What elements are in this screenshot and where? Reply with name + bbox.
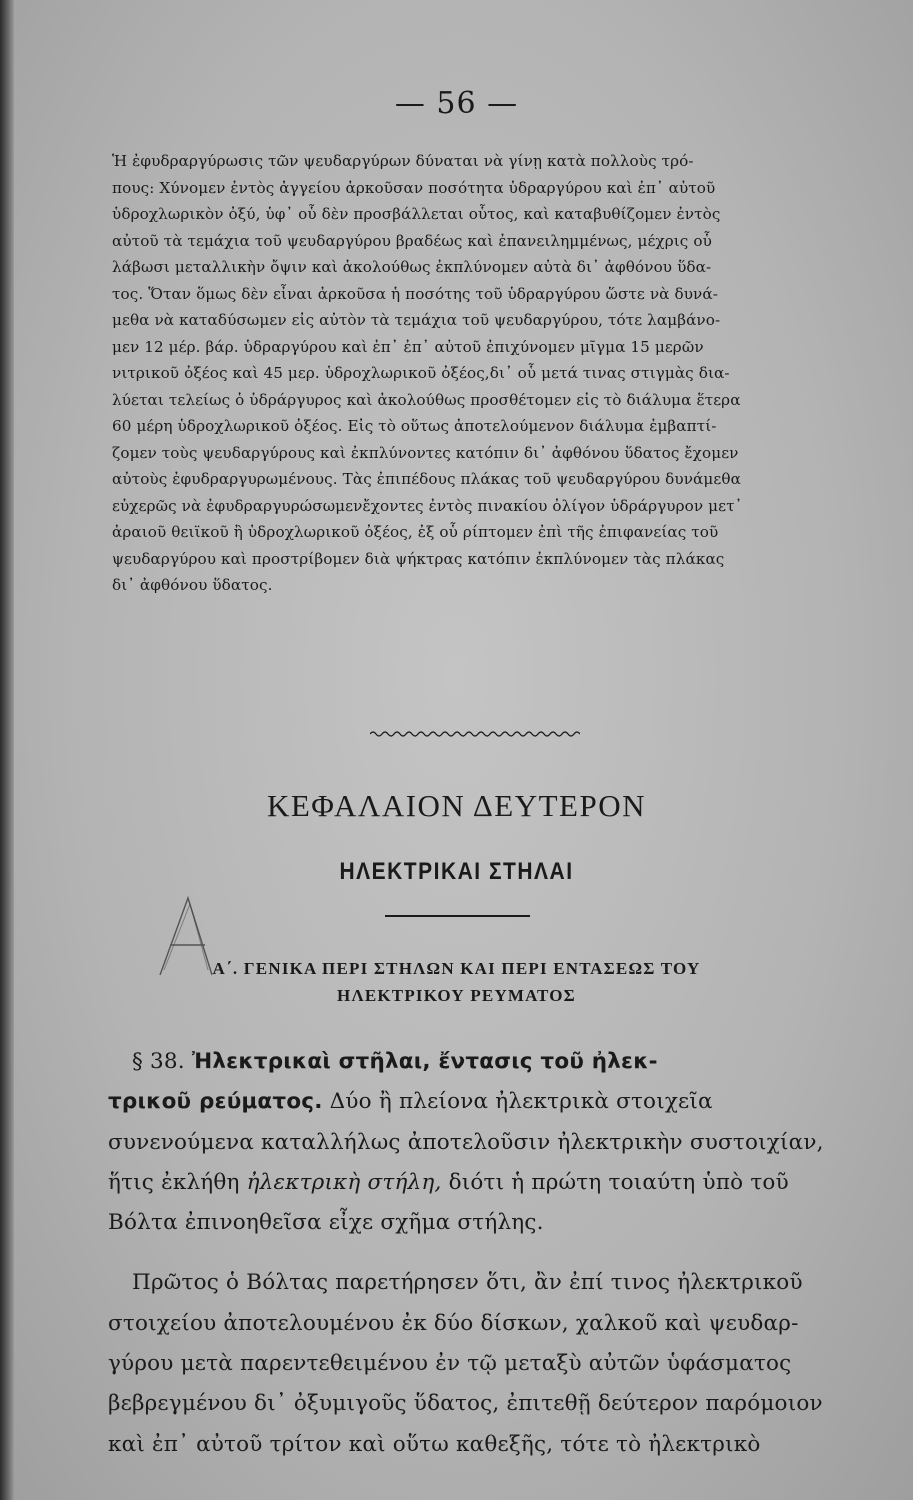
text-line: ψευδαργύρου καὶ προστρίβομεν διὰ ψήκτρας κατόπιν ἐκπλύνομεν τὰς πλάκας (112, 549, 725, 568)
text-line: νιτρικοῦ ὀξέος καὶ 45 μερ. ὑδροχλωρικοῦ ὀξέος,δι᾽ οὗ μετά τινας στιγμὰς δια- (112, 364, 730, 382)
text-line: λάβωσι μεταλλικὴν ὄψιν καὶ ἀκολούθως ἐκπλύνομεν αὐτὰ δι᾽ ἀφθόνου ὕδα- (112, 258, 712, 276)
text-line: εὐχερῶς νὰ ἐφυδραργυρώσωμενἔχοντες ἐντὸς πινακίου ὀλίγον ὑδράργυρον μετ᾽ (112, 496, 743, 515)
body-text (108, 1042, 868, 1465)
text-line: αὐτοὺς ἐφυδραργυρωμένους. Τὰς ἐπιπέδους πλάκας τοῦ ψευδαργύρου δυνάμεθα (112, 470, 741, 488)
section-heading-line: Α΄. ΓΕΝΙΚΑ ΠΕΡΙ ΣΤΗΛΩΝ ΚΑΙ ΠΕΡΙ ΕΝΤΑΣΕΩΣ ΤΟΥ (212, 959, 701, 978)
section-heading (0, 955, 913, 1009)
wavy-separator (370, 730, 580, 738)
paragraph-38-line: Βόλτα ἐπινοηθεῖσα εἶχε σχῆμα στήλης. (108, 1210, 544, 1236)
divider-rule (385, 915, 530, 917)
paragraph-line: Πρῶτος ὁ Βόλτας παρετήρησεν ὅτι, ἂν ἐπί τινος ἠλεκτρικοῦ (132, 1270, 803, 1296)
text-line: 60 μέρη ὑδροχλωρικοῦ ὀξέος. Εἰς τὸ οὕτως ἀποτελούμενον διάλυμα ἐμβαπτί- (112, 417, 717, 435)
text-line: αὐτοῦ τὰ τεμάχια τοῦ ψευδαργύρου βραδέως καὶ ἐπανειλημμένως, μέχρις οὗ (112, 231, 712, 250)
text-line: ζομεν τοὺς ψευδαργύρους καὶ ἐκπλύνοντες κατόπιν δι᾽ ἀφθόνου ὕδατος ἔχομεν (112, 443, 739, 462)
paragraph-title: τρικοῦ ρεύματος. (108, 1089, 323, 1115)
text-line: λύεται τελείως ὁ ὑδράργυρος καὶ ἀκολούθως προσθέτομεν εἰς τὸ διάλυμα ἕτερα (112, 390, 741, 409)
paragraph-line: γύρου μετὰ παρεντεθειμένου ἐν τῷ μεταξὺ αὐτῶν ὑφάσματος (108, 1351, 792, 1377)
paragraph-38-line (108, 1042, 868, 1082)
paragraph-gap (108, 1243, 868, 1263)
paragraph-line: στοιχείου ἀποτελουμένου ἐκ δύο δίσκων, χαλκοῦ καὶ ψευδαρ- (108, 1310, 799, 1336)
paragraph-line: καὶ ἐπ᾽ αὐτοῦ τρίτον καὶ οὕτω καθεξῆς, τότε τὸ ἠλεκτρικὸ (108, 1431, 761, 1457)
page-number: — 56 — (394, 86, 519, 121)
text-span: διότι ἡ πρώτη τοιαύτη ὑπὸ τοῦ (441, 1169, 789, 1195)
text-line: μεν 12 μέρ. βάρ. ὑδραργύρου καὶ ἐπ᾽ ἐπ᾽ αὐτοῦ ἐπιχύνομεν μῖγμα 15 μερῶν (112, 337, 704, 356)
chapter-subtitle: ΗΛΕΚΤΡΙΚΑΙ ΣΤΗΛΑΙ (339, 858, 574, 885)
text-line: δι᾽ ἀφθόνου ὕδατος. (112, 576, 273, 594)
chapter-title: ΚΕΦΑΛΑΙΟΝ ΔΕΥΤΕΡΟΝ (266, 788, 647, 823)
paragraph-38-line (108, 1082, 868, 1122)
italic-term: ἠλεκτρικὴ στήλη, (246, 1169, 442, 1195)
paragraph-38-line: συνενούμενα καταλλήλως ἀποτελοῦσιν ἠλεκτρικὴν συστοιχίαν, (108, 1129, 824, 1155)
top-paragraph (112, 148, 872, 599)
paragraph-38-line (108, 1163, 868, 1203)
text-line: μεθα νὰ καταδύσωμεν εἰς αὐτὸν τὰ τεμάχια τοῦ ψευδαργύρου, τότε λαμβάνο- (112, 311, 721, 329)
section-heading-line: ΗΛΕΚΤΡΙΚΟΥ ΡΕΥΜΑΤΟΣ (337, 986, 576, 1005)
paragraph-number: § 38. (132, 1049, 185, 1074)
text-line: πους: Χύνομεν ἐντὸς ἀγγείου ἀρκοῦσαν ποσότητα ὑδραργύρου καὶ ἐπ᾽ αὐτοῦ (112, 178, 716, 197)
text-line: τος. Ὅταν ὅμως δὲν εἶναι ἀρκοῦσα ἡ ποσότης τοῦ ὑδραργύρου ὥστε νὰ δυνά- (112, 284, 718, 303)
text-span: Δύο ἢ πλείονα ἠλεκτρικὰ στοιχεῖα (322, 1089, 713, 1115)
text-line: ὑδροχλωρικὸν ὀξύ, ὑφ᾽ οὗ δὲν προσβάλλεται οὗτος, καὶ καταβυθίζομεν ἐντὸς (112, 205, 721, 223)
text-line: Ἡ ἐφυδραργύρωσις τῶν ψευδαργύρων δύναται νὰ γίνῃ κατὰ πολλοὺς τρό- (112, 152, 694, 170)
text-line: ἀραιοῦ θειϊκοῦ ἢ ὑδροχλωρικοῦ ὀξέος, ἐξ οὗ ρίπτομεν ἐπὶ τῆς ἐπιφανείας τοῦ (112, 523, 719, 541)
text-span: ἥτις ἐκλήθη (108, 1169, 247, 1195)
book-gutter-shadow (0, 0, 14, 1500)
paragraph-title: Ἠλεκτρικαὶ στῆλαι, ἔντασις τοῦ ἠλεκ- (191, 1049, 658, 1074)
paragraph-line: βεβρεγμένου δι᾽ ὀξυμιγοῦς ὕδατος, ἐπιτεθῇ δεύτερον παρόμοιον (108, 1391, 823, 1417)
